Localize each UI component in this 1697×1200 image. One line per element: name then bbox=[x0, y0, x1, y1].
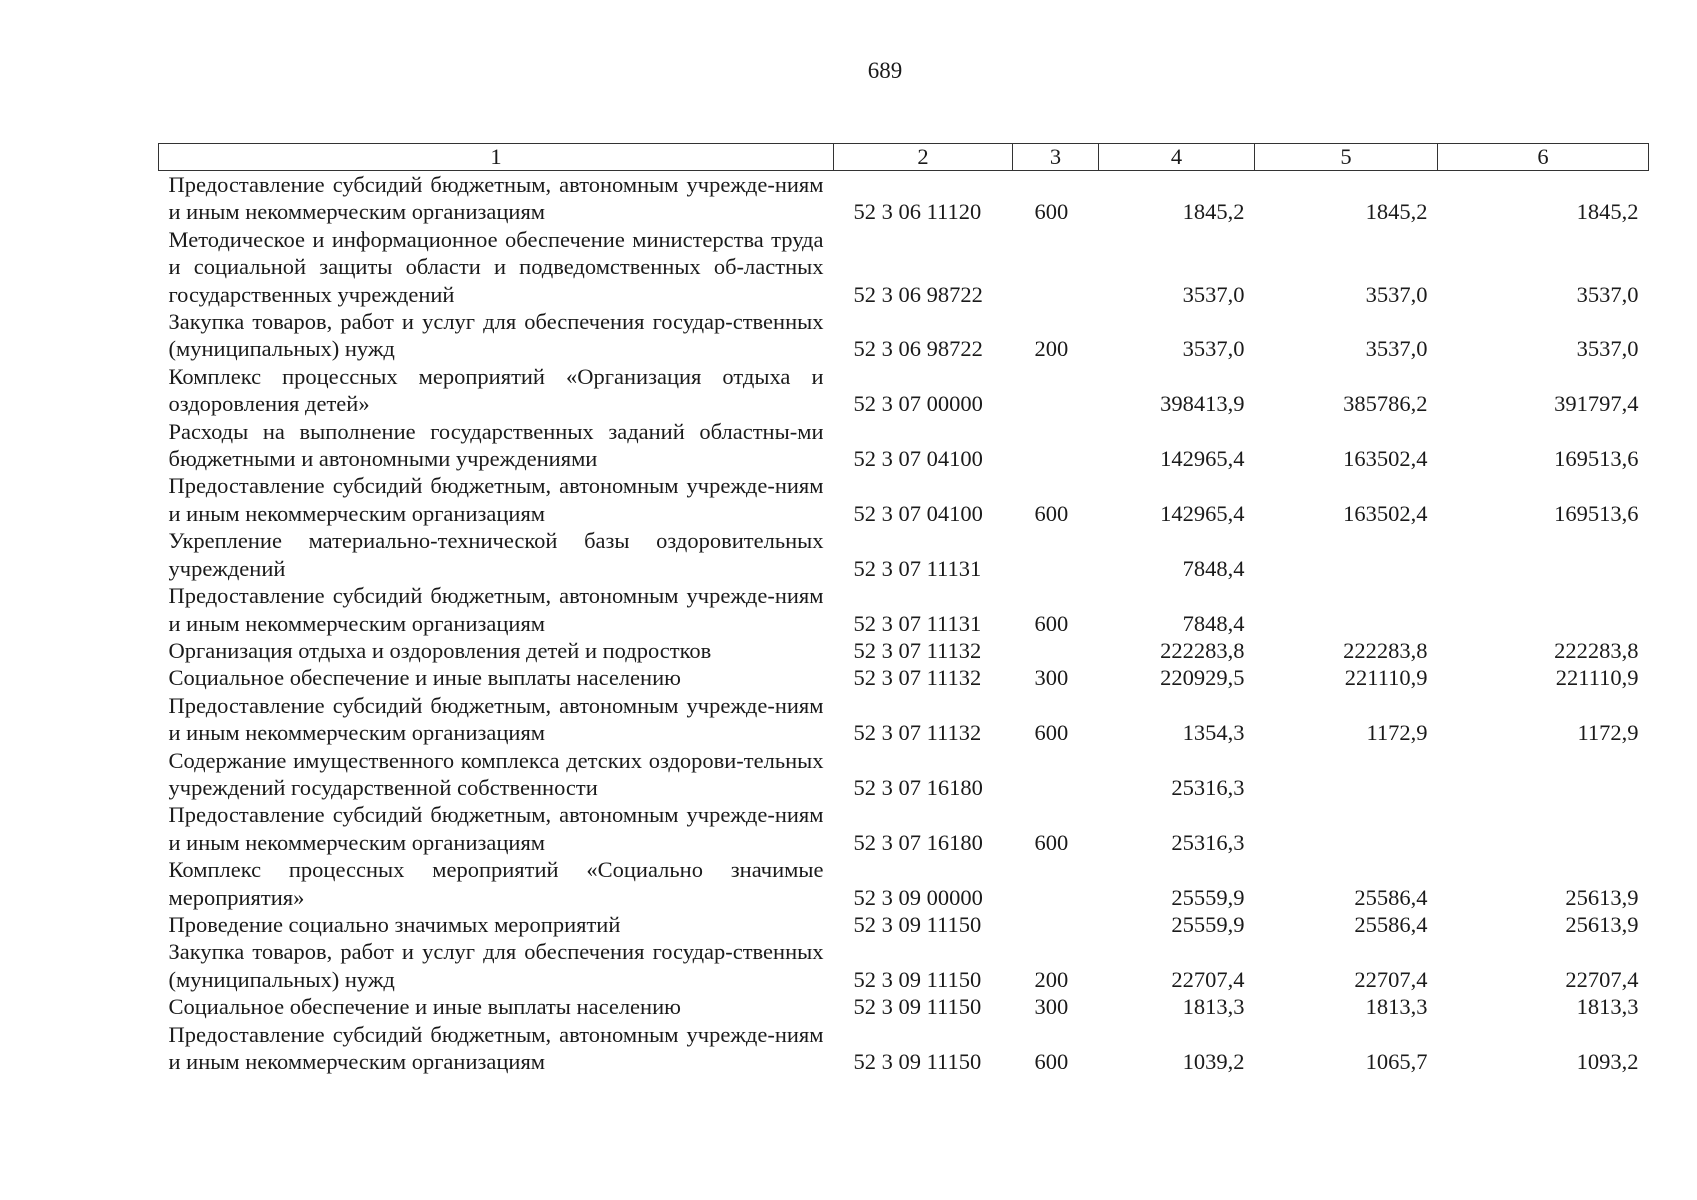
row-type-cell: 200 bbox=[1034, 966, 1069, 992]
row-value-2-cell: 1845,2 bbox=[1365, 199, 1428, 225]
row-value-2-cell: 22707,4 bbox=[1354, 966, 1428, 992]
row-type-cell bbox=[1013, 363, 1099, 418]
row-name-cell: Предоставление субсидий бюджетным, автономным учрежде-ниям и иным некоммерческим организациям bbox=[168, 802, 824, 855]
table-row bbox=[159, 938, 1649, 993]
row-code-cell: 52 3 06 11120 bbox=[853, 199, 982, 225]
table-header-row bbox=[159, 144, 1649, 171]
row-value-1-cell: 25316,3 bbox=[1171, 774, 1245, 800]
row-value-2-cell: 385786,2 bbox=[1343, 391, 1428, 417]
row-value-3-cell: 1172,9 bbox=[1577, 720, 1639, 746]
row-value-3-cell bbox=[1438, 747, 1649, 802]
row-value-1-cell: 22707,4 bbox=[1171, 966, 1245, 992]
row-code-cell: 52 3 07 04100 bbox=[853, 500, 983, 526]
row-value-1-cell: 142965,4 bbox=[1160, 500, 1245, 526]
page-number: 689 bbox=[867, 58, 903, 83]
row-name-cell: Проведение социально значимых мероприятий bbox=[168, 911, 621, 937]
row-value-2-cell bbox=[1255, 582, 1438, 637]
row-value-3-cell: 22707,4 bbox=[1565, 966, 1639, 992]
row-value-1-cell: 1039,2 bbox=[1182, 1049, 1245, 1074]
row-name-cell: Социальное обеспечение и иные выплаты населению bbox=[168, 665, 681, 691]
table-body bbox=[159, 171, 1649, 1076]
row-value-1-cell: 25559,9 bbox=[1171, 911, 1245, 937]
table-row bbox=[159, 911, 1649, 938]
row-type-cell: 200 bbox=[1034, 336, 1069, 362]
row-name-cell: Методическое и информационное обеспечение министерства труда и социальной защиты области и подведомственных об-ластных государственных учреждений bbox=[168, 226, 824, 307]
row-type-cell bbox=[1013, 527, 1099, 582]
column-header-3: 3 bbox=[1013, 144, 1099, 171]
row-value-1-cell: 3537,0 bbox=[1182, 336, 1245, 362]
row-name-cell: Предоставление субсидий бюджетным, автономным учрежде-ниям и иным некоммерческим организациям bbox=[168, 692, 824, 746]
row-value-2-cell: 1065,7 bbox=[1365, 1049, 1428, 1074]
row-value-3-cell: 221110,9 bbox=[1555, 665, 1639, 691]
table-row bbox=[159, 527, 1649, 582]
table-row bbox=[159, 418, 1649, 473]
table-row bbox=[159, 308, 1649, 363]
row-value-2-cell: 25586,4 bbox=[1354, 911, 1428, 937]
row-type-cell: 300 bbox=[1034, 665, 1069, 691]
row-value-2-cell: 1813,3 bbox=[1365, 994, 1428, 1020]
row-value-2-cell bbox=[1255, 527, 1438, 582]
column-header-6: 6 bbox=[1438, 144, 1649, 171]
row-value-3-cell: 1845,2 bbox=[1576, 199, 1639, 225]
row-value-3-cell: 391797,4 bbox=[1554, 391, 1639, 417]
row-value-1-cell: 222283,8 bbox=[1160, 637, 1245, 663]
row-value-3-cell: 1813,3 bbox=[1576, 994, 1639, 1020]
row-name-cell: Закупка товаров, работ и услуг для обеспечения государ-ственных (муниципальных) нужд bbox=[168, 939, 824, 992]
table-row bbox=[159, 801, 1649, 856]
row-name-cell: Расходы на выполнение государственных заданий областны-ми бюджетными и автономными учреждениями bbox=[168, 418, 824, 472]
row-value-3-cell: 25613,9 bbox=[1565, 884, 1639, 910]
column-header-5: 5 bbox=[1255, 144, 1438, 171]
row-value-1-cell: 1813,3 bbox=[1182, 994, 1245, 1020]
row-code-cell: 52 3 07 16180 bbox=[853, 774, 983, 800]
row-value-2-cell: 163502,4 bbox=[1343, 446, 1428, 472]
row-value-3-cell: 25613,9 bbox=[1565, 911, 1639, 937]
table-row bbox=[159, 363, 1649, 418]
row-name-cell: Предоставление субсидий бюджетным, автономным учрежде-ниям и иным некоммерческим организациям bbox=[168, 583, 824, 636]
row-name-cell: Социальное обеспечение и иные выплаты населению bbox=[168, 994, 681, 1020]
row-type-cell bbox=[1013, 856, 1099, 911]
row-value-3-cell: 3537,0 bbox=[1576, 281, 1639, 307]
row-type-cell: 600 bbox=[1034, 610, 1069, 636]
row-code-cell: 52 3 07 11131 bbox=[853, 610, 982, 636]
column-header-1: 1 bbox=[159, 144, 834, 171]
row-value-2-cell: 3537,0 bbox=[1365, 281, 1428, 307]
row-value-2-cell: 1172,9 bbox=[1366, 720, 1428, 746]
row-value-3-cell: 222283,8 bbox=[1554, 637, 1639, 663]
table-row bbox=[159, 637, 1649, 664]
row-value-2-cell bbox=[1255, 747, 1438, 802]
row-value-1-cell: 25316,3 bbox=[1171, 829, 1245, 855]
row-code-cell: 52 3 07 11132 bbox=[853, 665, 982, 691]
row-type-cell: 600 bbox=[1034, 199, 1069, 225]
row-value-1-cell: 3537,0 bbox=[1182, 281, 1245, 307]
row-value-2-cell: 3537,0 bbox=[1365, 336, 1428, 362]
column-header-2: 2 bbox=[834, 144, 1013, 171]
row-value-2-cell: 25586,4 bbox=[1354, 884, 1428, 910]
column-header-4: 4 bbox=[1099, 144, 1255, 171]
row-code-cell: 52 3 07 16180 bbox=[853, 829, 983, 855]
row-value-2-cell: 163502,4 bbox=[1343, 500, 1428, 526]
row-code-cell: 52 3 09 11150 bbox=[853, 994, 982, 1020]
row-value-3-cell: 169513,6 bbox=[1554, 500, 1639, 526]
row-name-cell: Предоставление субсидий бюджетным, автономным учрежде-ниям и иным некоммерческим организациям bbox=[168, 1021, 824, 1074]
row-code-cell: 52 3 06 98722 bbox=[853, 336, 983, 362]
table-row bbox=[159, 993, 1649, 1020]
row-value-2-cell: 222283,8 bbox=[1343, 637, 1428, 663]
row-type-cell: 600 bbox=[1034, 500, 1069, 526]
row-code-cell: 52 3 09 00000 bbox=[853, 884, 983, 910]
table-row bbox=[159, 472, 1649, 527]
table-row bbox=[159, 1021, 1649, 1076]
row-code-cell: 52 3 06 98722 bbox=[853, 281, 983, 307]
row-type-cell bbox=[1013, 911, 1099, 938]
row-value-1-cell: 1845,2 bbox=[1182, 199, 1245, 225]
row-name-cell: Содержание имущественного комплекса детских оздорови-тельных учреждений государственной собственности bbox=[168, 747, 824, 800]
row-code-cell: 52 3 07 11132 bbox=[853, 720, 982, 746]
row-value-3-cell: 169513,6 bbox=[1554, 446, 1639, 472]
row-name-cell: Закупка товаров, работ и услуг для обеспечения государ-ственных (муниципальных) нужд bbox=[168, 309, 824, 362]
row-value-1-cell: 220929,5 bbox=[1160, 665, 1245, 691]
row-name-cell: Предоставление субсидий бюджетным, автономным учрежде-ниям и иным некоммерческим организациям bbox=[168, 172, 824, 225]
row-value-1-cell: 142965,4 bbox=[1160, 446, 1245, 472]
table-row bbox=[159, 582, 1649, 637]
table-row bbox=[159, 856, 1649, 911]
row-code-cell: 52 3 09 11150 bbox=[853, 1049, 982, 1074]
row-value-3-cell: 3537,0 bbox=[1576, 336, 1639, 362]
row-name-cell: Комплекс процессных мероприятий «Организация отдыха и оздоровления детей» bbox=[168, 363, 824, 417]
table-row bbox=[159, 747, 1649, 802]
row-code-cell: 52 3 07 00000 bbox=[853, 391, 983, 417]
row-type-cell: 600 bbox=[1034, 720, 1069, 746]
row-name-cell: Укрепление материально-технической базы оздоровительных учреждений bbox=[168, 528, 824, 581]
row-type-cell bbox=[1013, 747, 1099, 802]
budget-table bbox=[158, 143, 1649, 1075]
row-type-cell bbox=[1013, 637, 1099, 664]
row-value-1-cell: 398413,9 bbox=[1160, 391, 1245, 417]
row-code-cell: 52 3 09 11150 bbox=[853, 966, 982, 992]
table-row bbox=[159, 226, 1649, 308]
row-type-cell bbox=[1013, 226, 1099, 308]
row-name-cell: Комплекс процессных мероприятий «Социально значимые мероприятия» bbox=[168, 857, 824, 910]
row-name-cell: Организация отдыха и оздоровления детей и подростков bbox=[168, 637, 712, 663]
row-value-3-cell bbox=[1438, 582, 1649, 637]
row-code-cell: 52 3 07 11131 bbox=[853, 555, 982, 581]
row-value-1-cell: 25559,9 bbox=[1171, 884, 1245, 910]
row-type-cell: 600 bbox=[1034, 829, 1069, 855]
row-value-3-cell: 1093,2 bbox=[1576, 1049, 1639, 1074]
row-value-1-cell: 7848,4 bbox=[1182, 555, 1245, 581]
table-row bbox=[159, 692, 1649, 747]
row-name-cell: Предоставление субсидий бюджетным, автономным учрежде-ниям и иным некоммерческим организациям bbox=[168, 473, 824, 526]
row-type-cell: 300 bbox=[1034, 994, 1069, 1020]
table-row bbox=[159, 171, 1649, 226]
row-value-2-cell bbox=[1255, 801, 1438, 856]
row-type-cell bbox=[1013, 418, 1099, 473]
row-value-3-cell bbox=[1438, 527, 1649, 582]
row-value-1-cell: 7848,4 bbox=[1182, 610, 1245, 636]
row-value-3-cell bbox=[1438, 801, 1649, 856]
row-value-2-cell: 221110,9 bbox=[1344, 665, 1428, 691]
table-row bbox=[159, 664, 1649, 691]
row-value-1-cell: 1354,3 bbox=[1182, 720, 1245, 746]
row-code-cell: 52 3 07 04100 bbox=[853, 446, 983, 472]
row-type-cell: 600 bbox=[1034, 1049, 1069, 1074]
row-code-cell: 52 3 09 11150 bbox=[853, 911, 982, 937]
row-code-cell: 52 3 07 11132 bbox=[853, 637, 982, 663]
